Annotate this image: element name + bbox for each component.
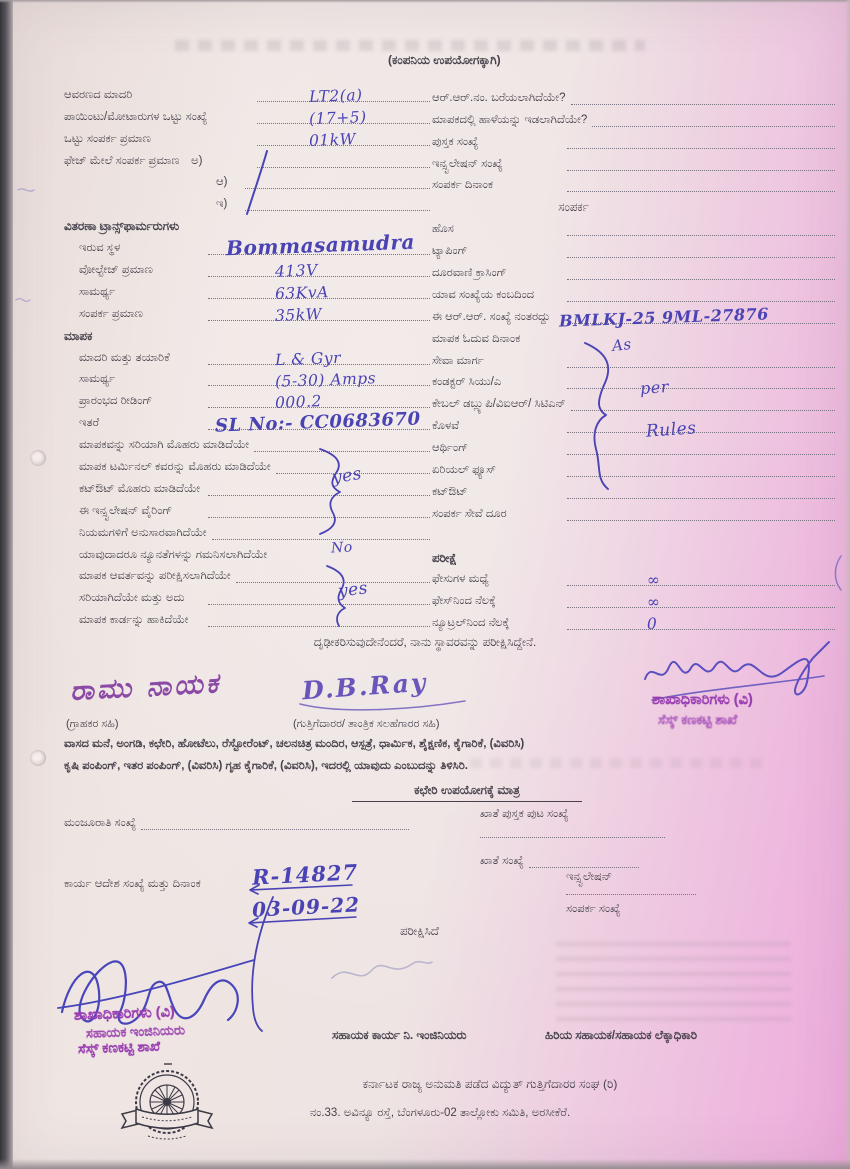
- form-field-row: [64, 277, 430, 303]
- field-label: ಮಾಪಕ ಕಾರ್ಡನ್ನು ಹಾಕಿದೆಯೇ: [79, 614, 189, 627]
- field-label: ಆರ್ಥಿಂಗ್: [432, 442, 469, 455]
- field-label: ಪಾಯಿಂಟು/ಮೋಟಾರುಗಳ ಒಟ್ಟು ಸಂಖ್ಯೆ: [64, 110, 208, 123]
- field-label: ಸಾಮರ್ಥ್ಯ: [79, 285, 116, 298]
- usage-category-note-line1: ವಾಸದ ಮನೆ, ಅಂಗಡಿ, ಕಛೇರಿ, ಹೋಟೆಲು, ರೆಸ್ಟೋರೆಂಟ್, ಚಲನಚಿತ್ರ ಮಂದಿರ, ಆಸ್ಪತ್ರೆ, ಧಾರ್ಮಿಕ, ಶೈಕ್ಷಣಿಕ, ಕೈಗಾರಿಕೆ, (ವಿವರಿಸಿ): [64, 738, 525, 750]
- dotted-fill-line: [212, 525, 430, 540]
- form-field-row: [432, 171, 835, 193]
- handwritten-value: 01kW: [308, 129, 357, 150]
- field-label: ಒಟ್ಟು ಸಂಪರ್ಕ ಪ್ರಮಾಣ: [64, 132, 151, 145]
- scan-edge-top: [0, 0, 850, 3]
- dotted-fill-line: [567, 332, 835, 346]
- section-header: ಪರೀಕ್ಷೆ: [432, 550, 457, 565]
- field-label: ವೋಲ್ಟೇಜ್ ಪ್ರಮಾಣ: [79, 264, 153, 277]
- dotted-fill-line: [567, 615, 835, 634]
- field-label: ಕಂಡಕ್ಟರ್ ಸಿಯು/ಎ: [432, 376, 502, 389]
- handwritten-note-no: No: [330, 539, 354, 557]
- section-header: ವಿತರಣಾ ಟ್ರಾನ್ಸ್‌ಫಾರ್ಮರುಗಳು: [64, 219, 180, 234]
- handwritten-value: (5-30) Amps: [274, 369, 377, 392]
- handwritten-note-yes: yes: [336, 578, 369, 602]
- dotted-fill-line: [567, 156, 835, 171]
- work-order-label: ಕಾರ್ಯ ಆದೇಶ ಸಂಖ್ಯೆ ಮತ್ತು ದಿನಾಂಕ: [64, 878, 201, 890]
- spacer-row: [432, 521, 835, 543]
- form-field-row: [64, 189, 430, 211]
- scan-edge-right: [845, 0, 850, 1169]
- dotted-fill-line: [208, 369, 430, 392]
- dotted-fill-line: [257, 129, 430, 150]
- form-field-row: [64, 452, 430, 474]
- field-label: ಸೇವಾ ಮಾರ್ಗ: [432, 354, 484, 367]
- dotted-fill-line: [558, 304, 835, 331]
- handwritten-value: ∞: [647, 571, 662, 590]
- field-label: ಫೇಸುಗಳ ಮಧ್ಯೆ: [432, 573, 489, 586]
- field-label: ಹೊಸ: [432, 223, 454, 236]
- form-field-row: [64, 80, 430, 106]
- field-label: ಈ ಆರ್.ಆರ್. ಸಂಖ್ಯೆ ನಂತರದ್ದು: [432, 310, 551, 323]
- field-label: ಆರ್.ಆರ್.ನಂ. ಬರೆಯಲಾಗಿದೆಯೇ?: [432, 91, 566, 104]
- dotted-fill-line: [208, 408, 430, 437]
- handwritten-value: 413V: [274, 261, 318, 281]
- dotted-fill-line: [208, 282, 430, 303]
- form-field-row: [432, 499, 835, 521]
- field-label: ಆ): [216, 176, 228, 189]
- account-book-page-label: ಖಾತೆ ಪುಸ್ತಕ ಪುಟ ಸಂಖ್ಯೆ: [480, 808, 569, 820]
- field-label: ಆವರಣದ ಮಾದರಿ: [64, 88, 133, 101]
- dotted-fill-line: [480, 836, 665, 838]
- dotted-fill-line: [567, 506, 835, 521]
- dotted-fill-line: [567, 221, 835, 236]
- dotted-fill-line: [208, 392, 430, 413]
- handwritten-value: Bommasamudra: [225, 229, 416, 261]
- form-field-row: [432, 236, 835, 258]
- dotted-fill-line: [567, 265, 835, 280]
- dotted-fill-line: [571, 396, 835, 411]
- dotted-fill-line: [567, 287, 835, 302]
- field-label: ಮಾದರಿ ಮತ್ತು ತಯಾರಿಕೆ: [79, 351, 170, 364]
- field-label: ಸಂಪರ್ಕ ದಿನಾಂಕ: [432, 179, 494, 192]
- form-field-row: [432, 608, 835, 634]
- branch-officer-signature-stroke: [58, 960, 254, 1008]
- form-field-row: [64, 605, 430, 627]
- form-field-row: [432, 455, 835, 477]
- form-field-row: [64, 518, 430, 540]
- form-field-row: [432, 105, 835, 127]
- field-label: ನ್ಯೂಟ್ರಲ್‌ನಿಂದ ನೆಲಕ್ಕೆ: [432, 617, 510, 630]
- handwritten-note-yes: yes: [330, 463, 364, 489]
- field-label: ನಿಯಮಗಳಿಗೆ ಅನುಸಾರವಾಗಿದೆಯೇ: [79, 526, 207, 539]
- form-field-row: [432, 127, 835, 149]
- field-label: ಫೇಜ್ ಮೇಲೆ ಸಂಪರ್ಕ ಪ್ರಮಾಣ ಅ): [64, 154, 203, 167]
- handwritten-value: SL No:- CC0683670: [214, 408, 421, 437]
- dotted-fill-line: [208, 261, 430, 281]
- handwritten-value: 35kW: [274, 304, 322, 325]
- form-field-row: [64, 102, 430, 128]
- footer-association-line: ಕರ್ನಾಟಕ ರಾಜ್ಯ ಅನುಮತಿ ಪಡೆದ ವಿದ್ಯುತ್ ಗುತ್ತಿಗೆದಾರರ ಸಂಘ (ರಿ): [362, 1077, 618, 1091]
- dotted-fill-line: [208, 612, 430, 627]
- dotted-fill-line: [141, 815, 409, 830]
- dotted-fill-line: [567, 462, 835, 477]
- dotted-fill-line: [567, 571, 835, 590]
- form-field-row: [432, 258, 835, 280]
- dotted-fill-line: [567, 353, 835, 368]
- dotted-fill-line: [567, 440, 835, 455]
- assistant-executive-engineer-label: ಸಹಾಯಕ ಕಾರ್ಯ ನಿ. ಇಂಜಿನಿಯರು: [332, 1028, 467, 1042]
- punch-hole: [30, 750, 46, 766]
- form-field-row: [432, 433, 835, 455]
- dotted-fill-line: [245, 196, 430, 211]
- form-field-row: [432, 477, 835, 499]
- dotted-fill-line: [592, 112, 835, 127]
- field-label: ಕಟ್‌ಔಟ್ ಮೊಹರು ಮಾಡಿದೆಯೇ: [79, 482, 201, 495]
- field-label: ಪ್ರಾರಂಭದ ರೀಡಿಂಗ್: [79, 395, 153, 408]
- form-field-row: [432, 149, 835, 171]
- field-label: ಯಾವ ಸಂಖ್ಯೆಯ ಕಂಬದಿಂದ: [432, 288, 535, 301]
- form-field-row: [64, 408, 430, 437]
- stray-ink-mark: [18, 189, 34, 191]
- section-header: ಮಾಪಕ: [64, 328, 93, 343]
- branch-stamp-line1: ಶಾಖಾಧಿಕಾರಿಗಳು (ವಿ): [73, 1004, 176, 1024]
- form-field-row: [432, 586, 835, 612]
- branch-stamp-line3: ಸೆಸ್ಕ್ ಕಣಕಟ್ಟಿ ಶಾಖೆ: [77, 1038, 161, 1057]
- customer-signature-label: (ಗ್ರಾಹಕರ ಸಹಿ): [66, 718, 119, 730]
- field-label: ಮಂಜೂರಾತಿ ಸಂಖ್ಯೆ: [64, 817, 137, 829]
- scan-edge-bottom: [0, 1159, 850, 1169]
- field-label: ಟ್ಯಾಪಿಂಗ್: [432, 245, 468, 258]
- form-right-column: [432, 83, 835, 634]
- footer-address-line: ನಂ.33. ಅವಿನ್ಯೂ ರಸ್ತೆ, ಬೆಂಗಳೂರು-02 ತಾಲ್ಲೋಕು ಸಮಿತಿ, ಅರಸೀಕೆರೆ.: [309, 1107, 571, 1119]
- officer-stamp-line1: ಶಾಖಾಧಿಕಾರಿಗಳು (ವಿ): [652, 692, 753, 708]
- contractor-signature-label: (ಗುತ್ತಿಗೆದಾರರ/ ತಾಂತ್ರಿಕ ಸಲಹೆಗಾರರ ಸಹಿ): [293, 718, 440, 730]
- installation-label: ಇನ್ಸ್ಟಲೇಷನ್: [566, 871, 612, 883]
- senior-assistant-accounts-officer-label: ಹಿರಿಯ ಸಹಾಯಕ/ಸಹಾಯಕ ಲೆಕ್ಕಾಧಿಕಾರಿ: [545, 1028, 697, 1042]
- form-field-row: [64, 540, 430, 562]
- stray-ink-mark: [16, 299, 30, 302]
- field-label: ಫೇಸ್‌ನಿಂದ ನೆಲಕ್ಕೆ: [432, 595, 496, 608]
- work-order-number-value: R-14827: [251, 859, 359, 890]
- association-seal: [112, 1062, 217, 1150]
- dotted-fill-line: [567, 593, 835, 612]
- form-field-row: [64, 496, 430, 518]
- handwritten-value: BMLKJ-25 9ML-27876: [558, 304, 770, 331]
- dotted-fill-line: [567, 177, 835, 192]
- contractor-signature: D.B.Ray: [301, 667, 429, 706]
- form-field-row: [64, 168, 430, 190]
- form-field-row: [432, 280, 835, 302]
- dotted-fill-line: [208, 590, 430, 605]
- field-label: ಈ ಇನ್ಸ್ಟಲೇಷನ್ ವೈರಿಂಗ್: [79, 504, 173, 517]
- form-field-row: [432, 389, 835, 411]
- punch-hole: [30, 450, 46, 466]
- form-field-row: [432, 83, 835, 105]
- form-field-row: [64, 299, 430, 325]
- field-label: ಇ): [216, 198, 228, 211]
- company-use-header: (ಕಂಪನಿಯ ಉಪಯೋಗಕ್ಕಾಗಿ): [388, 53, 501, 67]
- dotted-fill-line: [208, 229, 430, 261]
- field-label: ಸಾಮರ್ಥ್ಯ: [79, 373, 116, 386]
- form-field-row: [432, 411, 835, 433]
- sanction-number-row: [64, 806, 409, 830]
- handwritten-value: 63KvA: [274, 282, 329, 303]
- field-label: ಕಟ್‌ಔಟ್: [432, 485, 468, 498]
- field-label: ಕೊಳವೆ: [432, 420, 460, 433]
- stray-ink-mark: [835, 556, 841, 590]
- form-field-row: [64, 365, 430, 392]
- showthrough-text-ghost: [556, 942, 791, 1022]
- form-field-row: [64, 146, 430, 168]
- form-field-row: [64, 229, 430, 261]
- form-field-row: [64, 386, 430, 413]
- dotted-fill-line: [567, 484, 835, 499]
- form-field-row: [432, 565, 835, 590]
- dotted-fill-line: [236, 568, 430, 583]
- dotted-fill-line: [257, 153, 430, 168]
- work-order-date-value: 03-09-22: [251, 892, 361, 922]
- dotted-fill-line: [529, 853, 639, 868]
- form-field-row: [432, 346, 835, 368]
- handwritten-value: L & Gyr: [274, 348, 341, 369]
- dotted-fill-line: [208, 503, 430, 518]
- faint-signature-stroke: [332, 962, 432, 978]
- field-label: ಕೇಬಲ್ ಡಬ್ಲ್ಯುಪಿ/ವಿಐಆರ್/ ಸಿಟಿಎನ್: [432, 398, 566, 411]
- office-use-only-title: ಕಛೇರಿ ಉಪಯೋಗಕ್ಕೆ ಮಾತ್ರ: [352, 783, 582, 802]
- section-subheader: ಸಂಪರ್ಕ: [558, 200, 589, 215]
- field-label: ಇನ್ಸ್ಟಲೇಷನ್ ಸಂಖ್ಯೆ: [432, 157, 503, 170]
- dotted-fill-line: [567, 243, 835, 258]
- field-label: ಸಂಪರ್ಕ ಸೇವೆ ದೂರ: [432, 507, 507, 520]
- dotted-fill-line: [208, 481, 430, 496]
- dotted-fill-line: [257, 107, 430, 128]
- dotted-fill-line: [245, 174, 430, 189]
- field-label: ಖಾತೆ ಸಂಖ್ಯೆ: [480, 855, 524, 867]
- handwritten-value: LT2(a): [308, 85, 363, 106]
- dotted-fill-line: [566, 893, 696, 895]
- field-label: ಏರಿಯಲ್ ಫ್ಯೂಸ್: [432, 464, 496, 477]
- field-label: ಇತರೆ: [79, 417, 100, 430]
- showthrough-text-ghost: [175, 40, 645, 51]
- field-label: ಸರಿಯಾಗಿದೆಯೇ ಮತ್ತು ಅದು: [79, 592, 185, 605]
- handwritten-value: ∞: [647, 593, 662, 612]
- form-field-row: [64, 124, 430, 150]
- dotted-fill-line: [567, 418, 835, 433]
- field-label: ಮಾಪಕವನ್ನು ಸರಿಯಾಗಿ ಮೊಹರು ಮಾಡಿದೆಯೇ: [79, 439, 250, 452]
- certification-statement: ದೃಢೀಕರಿಸುವುದೇನೆಂದರೆ, ನಾನು ಸ್ಥಾವರವನ್ನು ಪರೀಕ್ಷಿಸಿದ್ದೇನೆ.: [313, 635, 537, 649]
- form-field-row: [64, 583, 430, 605]
- form-field-row: [432, 368, 835, 390]
- field-label: ಯಾವುದಾದರೂ ನ್ಯೂನತೆಗಳನ್ನು ಗಮನಿಸಲಾಗಿದೆಯೇ: [79, 548, 268, 561]
- field-label: ಮಾಪಕ ಟರ್ಮಿನಲ್ ಕವರನ್ನು ಮೊಹರು ಮಾಡಿದೆಯೇ: [79, 461, 271, 474]
- dotted-fill-line: [208, 304, 430, 325]
- dotted-fill-line: [254, 437, 430, 452]
- form-field-row: [432, 214, 835, 236]
- field-label: ಪುಸ್ತಕ ಸಂಖ್ಯೆ: [432, 135, 479, 148]
- dotted-fill-line: [567, 374, 835, 389]
- branch-stamp-line2: ಸಹಾಯಕ ಇಂಜಿನಿಯರು: [85, 1022, 186, 1041]
- field-label: ಮಾಪಕ ಓದುವ ದಿನಾಂಕ: [432, 332, 521, 345]
- handwritten-value: 0: [647, 615, 659, 634]
- form-field-row: [64, 474, 430, 496]
- handwritten-value: (17+5): [308, 107, 367, 128]
- dotted-fill-line: [571, 90, 835, 105]
- field-label: ದೂರವಾಣಿ ಕ್ರಾಸಿಂಗ್: [432, 267, 507, 280]
- officer-stamp-line2: ಸೆಸ್ಕ್ ಕಣಕಟ್ಟಿ ಶಾಖೆ: [658, 712, 738, 727]
- tested-label: ಪರೀಕ್ಷಿಸಿದೆ: [400, 924, 439, 938]
- form-field-row: [64, 562, 430, 584]
- form-field-row: [432, 302, 835, 331]
- form-left-column: [64, 80, 430, 627]
- customer-signature: ರಾಮು ನಾಯಕ: [69, 668, 222, 707]
- field-label: ಇರುವ ಸ್ಥಳ: [79, 242, 121, 255]
- handwritten-note-as: As: [611, 335, 633, 355]
- connection-number-label: ಸಂಪರ್ಕ ಸಂಖ್ಯೆ: [566, 903, 621, 915]
- dotted-fill-line: [567, 134, 835, 149]
- handwritten-value: 000.2: [274, 392, 322, 413]
- field-label: ಮಾಪಕ ಆವರ್ತವನ್ನು ಪರೀಕ್ಷಿಸಲಾಗಿದೆಯೇ: [79, 570, 231, 583]
- handwritten-note-rules: Rules: [645, 418, 698, 442]
- form-field-row: [64, 343, 430, 369]
- dotted-fill-line: [257, 85, 430, 106]
- scan-edge-left: [0, 0, 13, 1169]
- account-number-row: [480, 846, 710, 868]
- field-label: ಮಾಪಕದಲ್ಲಿ ಹಾಳೆಯನ್ನು ಇಡಲಾಗಿದೆಯೇ?: [432, 113, 588, 126]
- handwritten-note-per: per: [639, 377, 670, 398]
- dotted-fill-line: [208, 348, 430, 369]
- field-label: ಸಂಪರ್ಕ ಪ್ರಮಾಣ: [79, 307, 143, 320]
- usage-category-note-line2: ಕೃಷಿ ಪಂಪಿಂಗ್, ಇತರ ಪಂಪಿಂಗ್, (ವಿವರಿಸಿ) ಗೃಹ ಕೈಗಾರಿಕೆ, (ವಿವರಿಸಿ), ಇದರಲ್ಲಿ ಯಾವುದು ಎಂಬುದನ್ನು ತಿಳಿಸಿರಿ.: [64, 760, 468, 772]
